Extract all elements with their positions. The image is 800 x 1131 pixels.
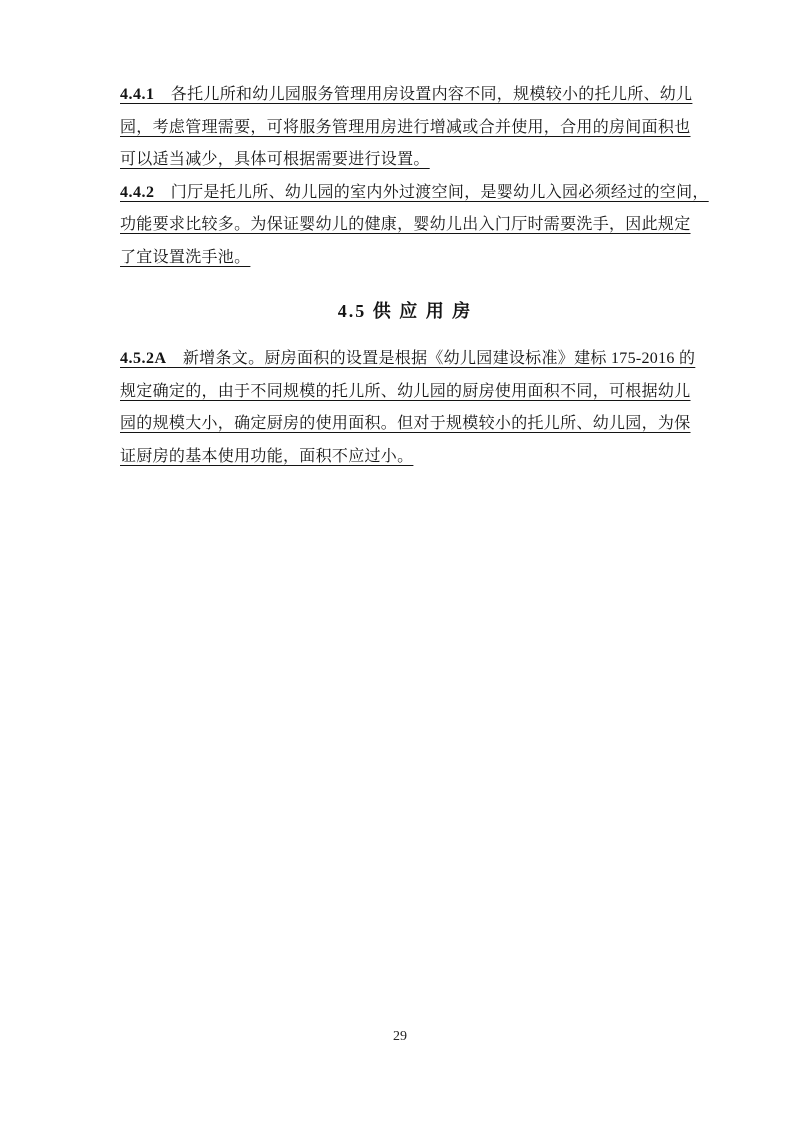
section-heading: 4.5 供 应 用 房	[337, 301, 473, 321]
clause-4-4-2	[120, 177, 709, 275]
paragraph-line: 了宜设置洗手池。	[120, 248, 251, 266]
paragraph-line: 可以适当减少，具体可根据需要进行设置。	[120, 151, 430, 168]
clause-number: 4.4.1	[120, 86, 155, 103]
clause-4-5-2A	[120, 343, 696, 473]
paragraph-line: 证厨房的基本使用功能，面积不应过小。	[120, 447, 414, 465]
clause-number: 4.4.2	[120, 183, 155, 201]
paragraph-line	[120, 79, 693, 112]
page-content	[120, 79, 709, 473]
paragraph-line-text: 各托儿所和幼儿园服务管理用房设置内容不同，规模较小的托儿所、幼儿	[154, 86, 693, 103]
clause-number: 4.5.2A	[120, 350, 167, 367]
paragraph-line: 规定确定的，由于不同规模的托儿所、幼儿园的厨房使用面积不同，可根据幼儿	[120, 382, 691, 400]
paragraph-line	[120, 177, 709, 210]
paragraph-line-text: 新增条文。厨房面积的设置是根据《幼儿园建设标准》建标 175-2016 的	[166, 350, 696, 367]
paragraph-line: 功能要求比较多。为保证婴幼儿的健康，婴幼儿出入门厅时需要洗手，因此规定	[120, 216, 691, 233]
clause-4-4-1	[120, 79, 693, 177]
paragraph-line	[120, 343, 696, 376]
page-number: 29	[393, 1029, 407, 1044]
paragraph-line-text: 门厅是托儿所、幼儿园的室内外过渡空间，是婴幼儿入园必须经过的空间，	[154, 183, 709, 201]
paragraph-line: 园的规模大小，确定厨房的使用面积。但对于规模较小的托儿所、幼儿园，为保	[120, 415, 691, 432]
paragraph-line: 园，考虑管理需要，可将服务管理用房进行增减或合并使用，合用的房间面积也	[120, 118, 691, 136]
